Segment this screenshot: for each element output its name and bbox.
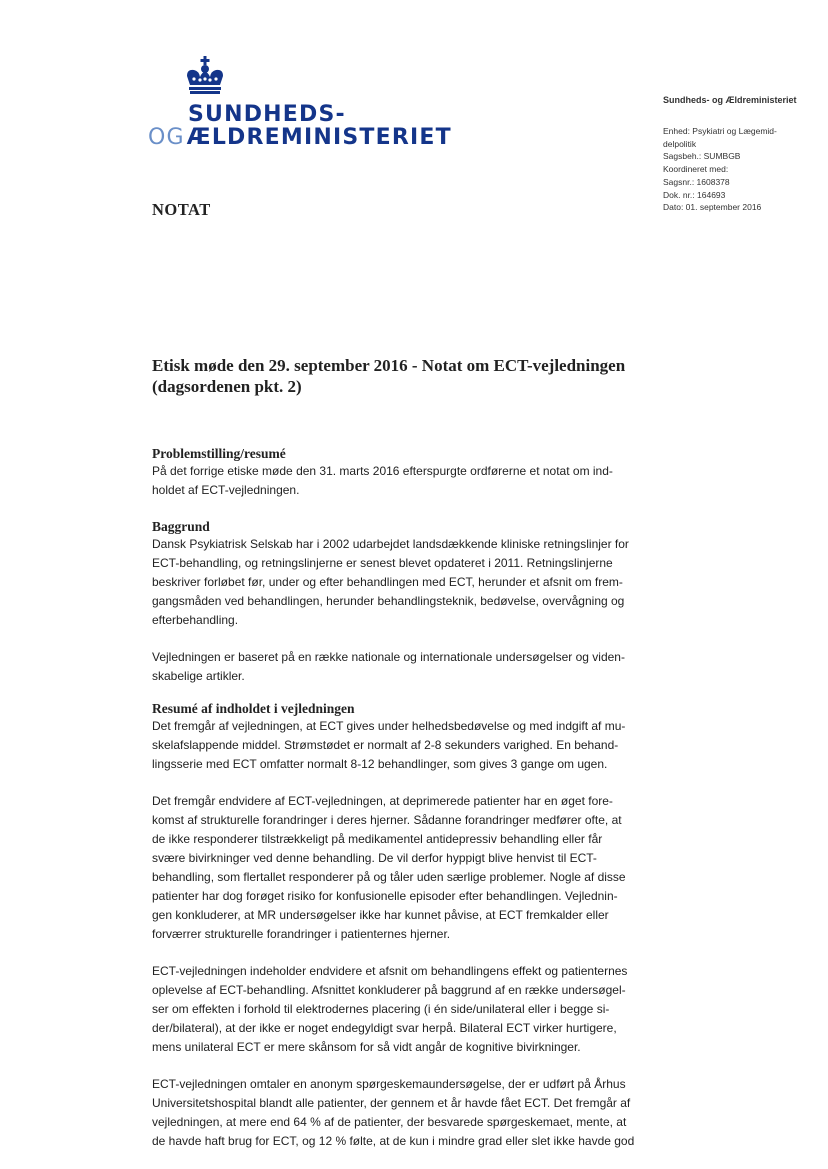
section-heading-summary: Resumé af indholdet i vejledningen	[152, 701, 355, 716]
text-line: ECT-behandling, og retningslinjerne er senest blevet opdateret i 2011. Retningslinjerne	[152, 556, 613, 570]
logo-ministry: ÆLDREMINISTERIET	[186, 125, 452, 150]
text-line: ser om effekten i forhold til elektrodernes placering (i én side/unilateral eller i begge si-	[152, 1002, 610, 1016]
meta-line: Koordineret med:	[663, 164, 729, 175]
document-metadata	[663, 125, 813, 214]
paragraph	[152, 648, 672, 686]
text-line: beskriver forløbet før, under og efter behandlingen med ECT, herunder et afsnit om frem-	[152, 575, 623, 589]
meta-line: Enhed: Psykiatri og Lægemid-	[663, 126, 777, 136]
text-line: komst af strukturelle forandringer i deres hjerner. Sådanne forandringer medfører ofte, at	[152, 813, 622, 827]
logo-text-line1: SUNDHEDS-	[188, 102, 346, 127]
text-line: gangsmåden ved behandlingen, herunder behandlingsteknik, bedøvelse, overvågning og	[152, 594, 625, 608]
text-line: ECT-vejledningen omtaler en anonym spørgeskemaundersøgelse, der er udført på Århus	[152, 1077, 626, 1091]
paragraph	[152, 792, 672, 944]
text-line: vejledningen, at mere end 64 % af de patienter, der besvarede spørgeskemaet, mente, at	[152, 1115, 627, 1129]
crown-icon	[184, 56, 226, 96]
paragraph	[152, 535, 672, 630]
meta-line: delpolitik	[663, 138, 697, 149]
text-line: mens unilateral ECT er mere skånsom for så vidt angår de kognitive bivirkninger.	[152, 1040, 581, 1054]
text-line: Universitetshospital blandt alle patienter, der gennem et år havde fået ECT. Det fremgår af	[152, 1096, 631, 1110]
text-line: På det forrige etiske møde den 31. marts 2016 efterspurgte ordførerne et notat om ind-	[152, 464, 613, 478]
text-line: ECT-vejledningen indeholder endvidere et afsnit om behandlingens effekt og patienternes	[152, 964, 628, 978]
text-line: skelafslappende middel. Strømstødet er normalt af 2-8 sekunders varighed. En behand-	[152, 738, 619, 752]
ministry-name: Sundheds- og Ældreministeriet	[663, 95, 797, 105]
text-line: Dansk Psykiatrisk Selskab har i 2002 udarbejdet landsdækkende kliniske retningslinjer for	[152, 537, 629, 551]
text-line: Det fremgår af vejledningen, at ECT gives under helhedsbedøvelse og med indgift af mu-	[152, 719, 626, 733]
paragraph	[152, 462, 672, 500]
text-line: oplevelse af ECT-behandling. Afsnittet konkluderer på baggrund af en række undersøgel-	[152, 983, 626, 997]
text-line: de ikke responderer tilstrækkeligt på medikamentel antidepressiv behandling eller får	[152, 832, 603, 846]
text-line: der/bilateral), at der ikke er noget endegyldigt svar herpå. Bilateral ECT virker hurtigere,	[152, 1021, 617, 1035]
text-line: efterbehandling.	[152, 613, 239, 627]
text-line: holdet af ECT-vejledningen.	[152, 483, 300, 497]
section-heading-background: Baggrund	[152, 519, 210, 534]
text-line: gen konkluderer, at MR undersøgelser ikke har kunnet påvise, at ECT fremkalder eller	[152, 908, 609, 922]
paragraph	[152, 717, 672, 774]
text-line: svære bivirkninger ved denne behandling. De vil derfor hyppigt blive henvist til ECT-	[152, 851, 597, 865]
title-line: Etisk møde den 29. september 2016 - Notat om ECT-vejledningen	[152, 356, 626, 375]
logo-og: OG	[148, 125, 185, 150]
meta-line: Dato: 01. september 2016	[663, 202, 762, 213]
text-line: patienter har dog forøget risiko for konfusionelle episoder efter behandlingen. Vejlednin-	[152, 889, 618, 903]
meta-line: Dok. nr.: 164693	[663, 189, 726, 200]
logo-text-line2	[148, 125, 452, 150]
paragraph	[152, 1075, 672, 1151]
text-line: Vejledningen er baseret på en række nationale og internationale undersøgelser og viden-	[152, 650, 625, 664]
text-line: lingsserie med ECT omfatter normalt 8-12 behandlinger, som gives 3 gange om ugen.	[152, 757, 608, 771]
section-heading-problem: Problemstilling/resumé	[152, 446, 286, 461]
paragraph	[152, 962, 672, 1057]
text-line: behandling, som flertallet responderer på og tåler uden særlige problemer. Nogle af disse	[152, 870, 626, 884]
text-line: de havde haft brug for ECT, og 12 % følte, at de kun i mindre grad eller slet ikke havde god	[152, 1134, 635, 1148]
text-line: Det fremgår endvidere af ECT-vejledningen, at deprimerede patienter har en øget fore-	[152, 794, 613, 808]
document-body	[152, 355, 672, 1151]
meta-line: Sagsbeh.: SUMBGB	[663, 151, 741, 162]
text-line: skabelige artikler.	[152, 669, 245, 683]
title-line: (dagsordenen pkt. 2)	[152, 377, 302, 396]
text-line: forværrer strukturelle forandringer i patienternes hjerner.	[152, 927, 451, 941]
document-title	[152, 355, 672, 397]
meta-line: Sagsnr.: 1608378	[663, 176, 730, 187]
document-type: NOTAT	[152, 200, 211, 219]
